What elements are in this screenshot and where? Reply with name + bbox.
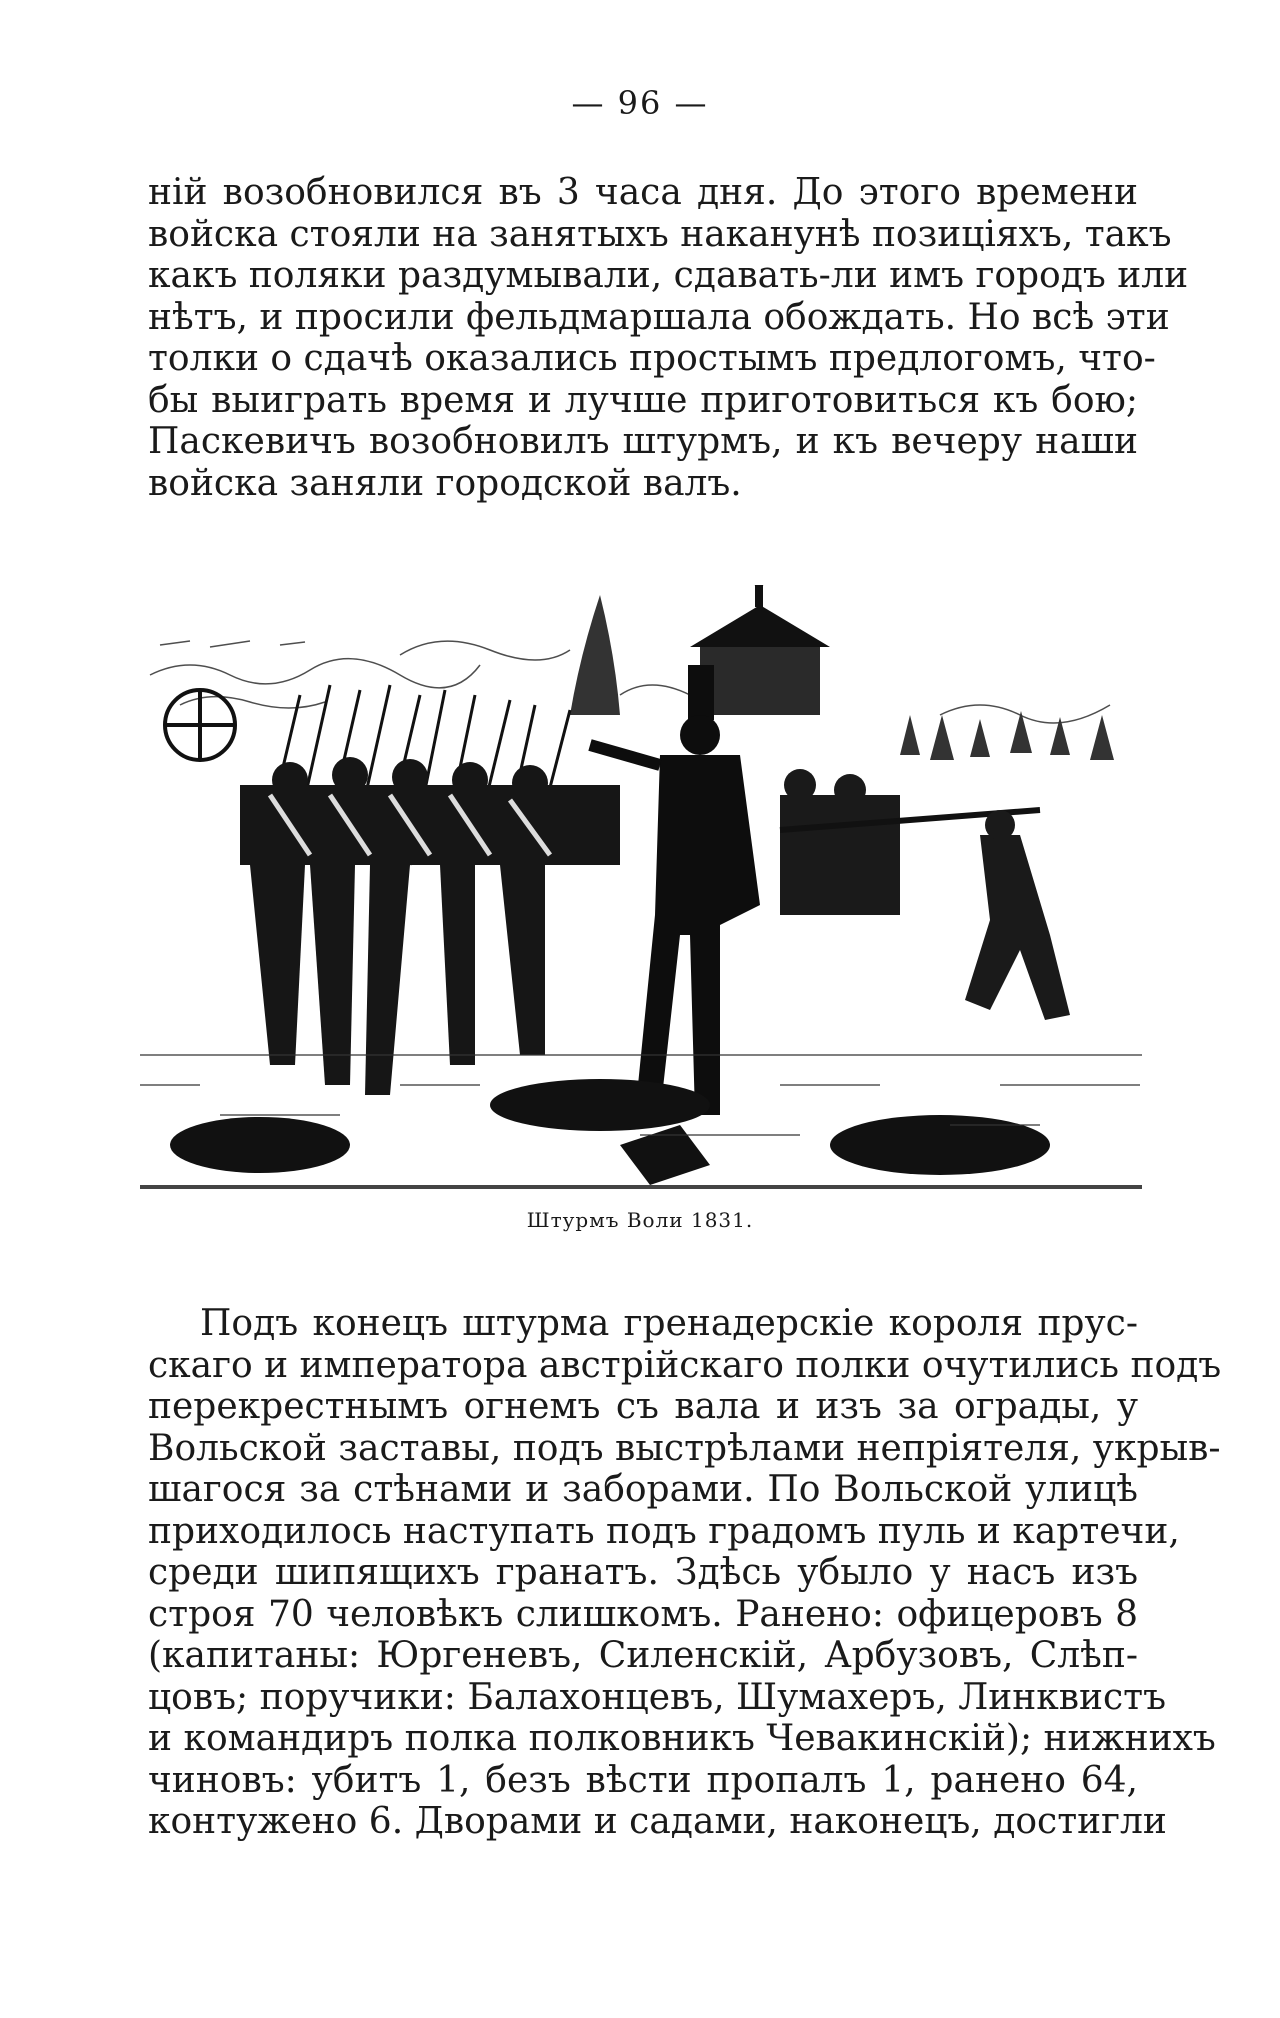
text-line: бы выиграть время и лучше приготовиться къ бою; [148, 379, 1138, 421]
text-line: Вольской заставы, подъ выстрѣлами непріятеля, укрыв- [148, 1427, 1221, 1469]
text-line: приходилось наступать подъ градомъ пуль и картечи, [148, 1510, 1180, 1552]
text-line: чиновъ: убитъ 1, безъ вѣсти пропалъ 1, ранено 64, [148, 1759, 1138, 1801]
text-line: и командиръ полка полковникъ Чевакинскій); нижнихъ [148, 1718, 1216, 1759]
text-line: Паскевичъ возобновилъ штурмъ, и къ вечеру наши [148, 421, 1138, 462]
paragraph-2 [148, 1303, 1222, 1843]
text-line: толки о сдачѣ оказались простымъ предлогомъ, что- [148, 338, 1156, 379]
text-line: Подъ конецъ штурма гренадерскіе короля прус- [200, 1303, 1138, 1344]
text-line: строя 70 человѣкъ слишкомъ. Ранено: офицеровъ 8 [148, 1593, 1138, 1635]
text-line: нѣтъ, и просили фельдмаршала обождать. Но всѣ эти [148, 296, 1170, 338]
officer-figure [590, 665, 760, 1115]
text-line: цовъ; поручики: Балахонцевъ, Шумахеръ, Линквистъ [148, 1676, 1167, 1718]
engraving-image [140, 585, 1142, 1195]
text-line: шагося за стѣнами и заборами. По Вольской улицѣ [148, 1469, 1138, 1510]
page-number: — 96 — [571, 84, 709, 122]
text-line: войска стояли на занятыхъ наканунѣ позиціяхъ, такъ [148, 213, 1172, 255]
text-line: скаго и императора австрійскаго полки очутились подъ [148, 1344, 1222, 1386]
battle-illustration [140, 585, 1142, 1195]
text-line: ній возобновился въ 3 часа дня. До этого времени [148, 172, 1138, 213]
text-line: войска заняли городской валъ. [148, 462, 742, 504]
paragraph-1 [148, 172, 1189, 504]
figure-caption: Штурмъ Воли 1831. [526, 1208, 754, 1232]
text-line: контужено 6. Дворами и садами, наконецъ, достигли [148, 1801, 1167, 1842]
text-line: среди шипящихъ гранатъ. Здѣсь убыло у насъ изъ [148, 1552, 1138, 1593]
cannon [165, 690, 235, 760]
text-line: (капитаны: Юргеневъ, Силенскій, Арбузовъ, Слѣп- [148, 1635, 1138, 1676]
text-line: какъ поляки раздумывали, сдавать-ли имъ городъ или [148, 255, 1189, 296]
text-line: перекрестнымъ огнемъ съ вала и изъ за ограды, у [148, 1386, 1138, 1427]
